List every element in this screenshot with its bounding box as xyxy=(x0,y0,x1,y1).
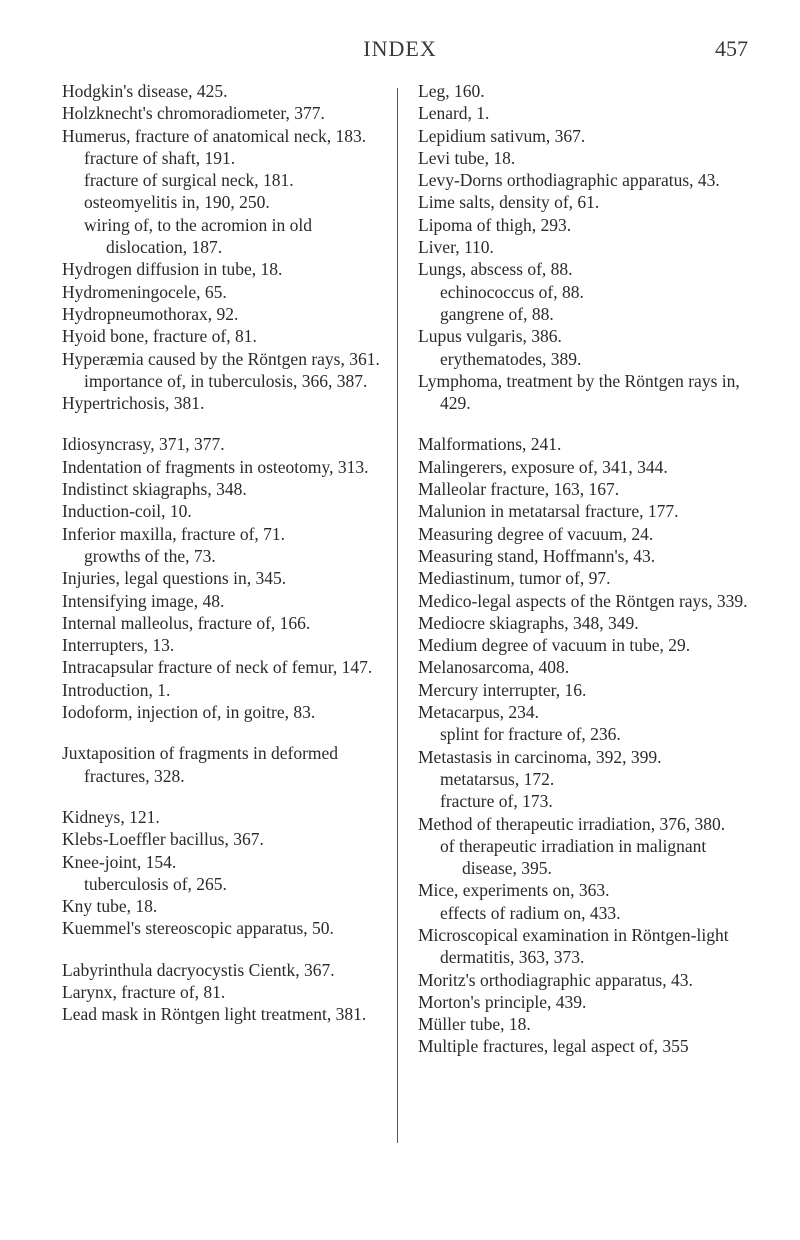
index-entry: Indistinct skiagraphs, 348. xyxy=(62,479,247,500)
index-column-left xyxy=(62,80,397,1026)
index-subentry: splint for fracture of, 236. xyxy=(440,724,621,745)
index-entry: Lupus vulgaris, 386. xyxy=(418,326,562,347)
index-entry: Introduction, 1. xyxy=(62,679,171,700)
index-entry: Knee-joint, 154. xyxy=(62,851,177,872)
index-entry: Multiple fractures, legal aspect of, 355 xyxy=(418,1036,689,1057)
index-entry: Labyrinthula dacryocystis Cientk, 367. xyxy=(62,959,335,980)
index-entry: Microscopical examination in Röntgen-light dermatitis, 363, 373. xyxy=(418,924,729,968)
index-entry: Levi tube, 18. xyxy=(418,147,516,168)
index-entry: Levy-Dorns orthodiagraphic apparatus, 43. xyxy=(418,170,720,191)
index-entry: Hodgkin's disease, 425. xyxy=(62,81,228,101)
index-subentry: importance of, in tuberculosis, 366, 387. xyxy=(84,370,368,391)
index-entry: Induction-coil, 10. xyxy=(62,501,192,522)
index-entry: Lungs, abscess of, 88. xyxy=(418,259,573,280)
index-entry: Mercury interrupter, 16. xyxy=(418,679,587,700)
index-subentry: effects of radium on, 433. xyxy=(440,902,621,923)
index-entry: Mice, experiments on, 363. xyxy=(418,880,610,901)
index-entry: Müller tube, 18. xyxy=(418,1014,531,1035)
index-entry: Hyoid bone, fracture of, 81. xyxy=(62,326,257,347)
index-entry: Hypertrichosis, 381. xyxy=(62,393,205,414)
index-entry: Injuries, legal questions in, 345. xyxy=(62,568,287,589)
index-subentry: erythematodes, 389. xyxy=(440,348,582,369)
index-entry: Lenard, 1. xyxy=(418,103,490,124)
index-entry: Lymphoma, treatment by the Röntgen rays in, 429. xyxy=(418,370,740,414)
index-entry: Medium degree of vacuum in tube, 29. xyxy=(418,635,691,656)
index-subentry: metatarsus, 172. xyxy=(440,768,555,789)
index-subentry: tuberculosis of, 265. xyxy=(84,873,227,894)
index-entry: Internal malleolus, fracture of, 166. xyxy=(62,612,311,633)
index-entry: Malingerers, exposure of, 341, 344. xyxy=(418,456,668,477)
index-entry: Idiosyncrasy, 371, 377. xyxy=(62,434,225,455)
index-entry: Measuring degree of vacuum, 24. xyxy=(418,523,654,544)
index-entry: Hyperæmia caused by the Röntgen rays, 361. xyxy=(62,348,380,369)
index-entry: Indentation of fragments in osteotomy, 313. xyxy=(62,456,369,477)
index-entry: Method of therapeutic irradiation, 376, 380. xyxy=(418,813,726,834)
index-entry: Lepidium sativum, 367. xyxy=(418,125,586,146)
index-entry: Leg, 160. xyxy=(418,81,485,101)
index-entry: Larynx, fracture of, 81. xyxy=(62,981,226,1002)
index-entry: Kuemmel's stereoscopic apparatus, 50. xyxy=(62,918,334,939)
index-entry: Hydrogen diffusion in tube, 18. xyxy=(62,259,283,280)
index-entry: Mediocre skiagraphs, 348, 349. xyxy=(418,612,639,633)
index-entry: Kny tube, 18. xyxy=(62,896,158,917)
index-entry: Humerus, fracture of anatomical neck, 183. xyxy=(62,125,367,146)
index-entry: Intracapsular fracture of neck of femur, 147. xyxy=(62,657,373,678)
index-entry: Medico-legal aspects of the Röntgen rays, 339. xyxy=(418,590,748,611)
index-entry: Inferior maxilla, fracture of, 71. xyxy=(62,523,286,544)
index-entry: Lead mask in Röntgen light treatment, 381. xyxy=(62,1004,367,1025)
index-entry: Malleolar fracture, 163, 167. xyxy=(418,479,620,500)
index-entry: Holzknecht's chromoradiometer, 377. xyxy=(62,103,325,124)
index-entry: Malformations, 241. xyxy=(418,434,562,455)
index-entry: Iodoform, injection of, in goitre, 83. xyxy=(62,702,316,723)
index-entry: Metacarpus, 234. xyxy=(418,702,540,723)
running-title: INDEX xyxy=(363,36,437,61)
index-entry: Malunion in metatarsal fracture, 177. xyxy=(418,501,679,522)
index-entry: Juxtaposition of fragments in deformed fractures, 328. xyxy=(62,743,339,786)
index-subentry: growths of the, 73. xyxy=(84,545,216,566)
index-entry: Interrupters, 13. xyxy=(62,635,175,656)
index-entry: Lipoma of thigh, 293. xyxy=(418,214,572,235)
index-entry: Intensifying image, 48. xyxy=(62,590,225,611)
index-entry: Lime salts, density of, 61. xyxy=(418,192,600,213)
index-entry: Hydropneumothorax, 92. xyxy=(62,303,239,324)
index-subentry: echinococcus of, 88. xyxy=(440,281,584,302)
index-entry: Kidneys, 121. xyxy=(62,806,160,827)
index-subentry: gangrene of, 88. xyxy=(440,303,554,324)
index-subentry: fracture of shaft, 191. xyxy=(84,147,236,168)
index-subentry: osteomyelitis in, 190, 250. xyxy=(84,192,270,213)
index-entry: Metastasis in carcinoma, 392, 399. xyxy=(418,746,662,767)
index-subentry: wiring of, to the acromion in old dislocation, 187. xyxy=(84,214,312,258)
index-entry: Morton's principle, 439. xyxy=(418,991,587,1012)
column-divider xyxy=(397,88,398,1143)
index-entry: Moritz's orthodiagraphic apparatus, 43. xyxy=(418,969,693,990)
index-subentry: fracture of, 173. xyxy=(440,791,553,812)
index-column-right xyxy=(418,80,760,1058)
index-entry: Liver, 110. xyxy=(418,237,494,258)
page-number: 457 xyxy=(715,36,748,61)
index-entry: Hydromeningocele, 65. xyxy=(62,281,227,302)
index-subentry: of therapeutic irradiation in malignant disease, 395. xyxy=(440,835,707,879)
index-entry: Mediastinum, tumor of, 97. xyxy=(418,568,611,589)
index-entry: Melanosarcoma, 408. xyxy=(418,657,570,678)
index-entry: Klebs-Loeffler bacillus, 367. xyxy=(62,829,264,850)
index-subentry: fracture of surgical neck, 181. xyxy=(84,170,294,191)
index-entry: Measuring stand, Hoffmann's, 43. xyxy=(418,545,656,566)
